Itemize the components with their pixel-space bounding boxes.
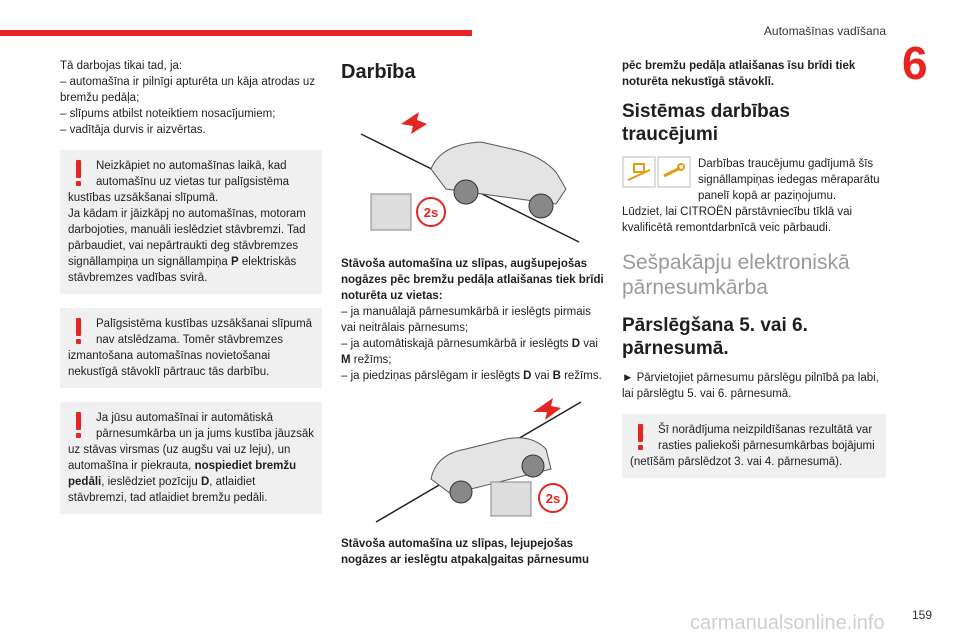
chapter-number: 6 [902, 37, 928, 89]
warning-box [60, 150, 322, 294]
list-item: vai [531, 370, 550, 382]
warning-box [60, 308, 322, 388]
condition-item: – vadītāja durvis ir aizvērtas. [60, 124, 206, 136]
list-item: – ja automātiskajā pārnesumkārbā ir ieslēgts [341, 338, 569, 350]
list-item: režīms; [350, 354, 392, 366]
section-title: Automašīnas vadīšana [763, 24, 886, 38]
emphasis: nospiediet bremžu pedāli [68, 460, 297, 488]
warning-text: Ja jūsu automašīnai ir automātiskā pārnesumkārba un ja jums kustība jāuzsāk uz stāvas virsmas (uz augšu vai uz leju), un automašīna ir piekrauta, [68, 412, 314, 472]
list-item: režīms. [560, 370, 602, 382]
watermark: carmanualsonline.info [690, 612, 885, 634]
list-item: vai [580, 338, 598, 350]
intro-text: Tā darbojas tikai tad, ja: [60, 60, 183, 72]
caption-continuation: pēc bremžu pedāļa atlaišanas īsu brīdi tiek noturēta nekustīgā stāvoklī. [622, 60, 856, 88]
condition-item: – automašīna ir pilnīgi apturēta un kāja atrodas uz bremžu pedāļa; [60, 76, 316, 104]
warning-text: Ja kādam ir jāizkāpj no automašīnas, motoram darbojoties, manuāli ieslēdziet stāvbremzi. Tad pārbaudiet, vai nepārtraukti deg stāvbremzes signāllampiņa un signāllampiņa [68, 208, 306, 268]
subsection-heading: Pārslēgšana 5. vai 6. pārnesumā. [622, 315, 808, 359]
condition-item: – slīpums atbilst noteiktiem nosacījumiem; [60, 108, 276, 120]
warning-icon [68, 316, 90, 346]
warning-text: , ieslēdziet pozīciju [101, 476, 198, 488]
figure-caption: Stāvoša automašīna uz slīpas, lejupejošas nogāzes ar ieslēgtu atpakaļgaitas pārnesumu [341, 538, 589, 566]
column-1 [60, 58, 322, 514]
uphill-car-illustration [341, 94, 591, 244]
column-2 [341, 58, 605, 568]
column-3 [622, 58, 886, 478]
warning-icon [68, 158, 90, 188]
warning-box [622, 414, 886, 478]
emphasis: D [197, 476, 210, 488]
downhill-car-illustration [341, 394, 591, 524]
list-item: – ja piedziņas pārslēgam ir ieslēgts [341, 370, 520, 382]
fault-block [622, 156, 886, 236]
list-item: – ja manuālajā pārnesumkārbā ir ieslēgts pirmais vai neitrālais pārnesums; [341, 306, 591, 334]
section-heading: Darbība [341, 61, 416, 83]
warning-icon [630, 422, 652, 452]
warning-box [60, 402, 322, 514]
fig-label: 2s [545, 491, 561, 506]
warning-text: elektriskās stāvbremzes vadības svirā. [68, 256, 297, 284]
warning-icon [68, 410, 90, 440]
emphasis: M [341, 354, 351, 366]
fig-label: 2s [423, 205, 439, 220]
figure-caption: Stāvoša automašīna uz slīpas, augšupejošas nogāzes pēc bremžu pedāļa atlaišanas tiek brīdi noturēta uz vietas: [341, 258, 604, 302]
header-accent-bar [0, 30, 472, 36]
section-heading: Sistēmas darbības traucējumi [622, 101, 790, 145]
page-number: 159 [911, 608, 932, 622]
warning-lamp-icons [622, 156, 692, 193]
emphasis: D [568, 338, 581, 350]
warning-text: Neizkāpiet no automašīnas laikā, kad automašīnu uz vietas tur palīgsistēma kustības uzsākšanai slīpumā. [68, 160, 290, 204]
emphasis: D [519, 370, 532, 382]
indicator-letter: P [231, 256, 239, 268]
fault-text: Lūdziet, lai CITROËN pārstāvniecību tīklā vai kvalificētā remontdarbnīcā veic pārbaudi. [622, 206, 853, 234]
warning-text: Šī norādījuma neizpildīšanas rezultātā var rasties paliekoši pārnesumkārbas bojājumi (netīšām pārslēdzot 3. vai 4. pārnesumā). [630, 424, 875, 468]
warning-text: , atlaidiet stāvbremzi, tad atlaidiet bremžu pedāli. [68, 476, 268, 504]
step-text: ► Pārvietojiet pārnesumu pārslēgu pilnībā pa labi, lai pārslēgtu 5. vai 6. pārnesumā. [622, 372, 879, 400]
warning-text: Palīgsistēma kustības uzsākšanai slīpumā nav atslēdzama. Tomēr stāvbremzes izmantošana automašīnas novietošanai nekustīgā stāvoklī pārtrauc tās darbību. [68, 318, 313, 378]
section-heading: Sešpakāpju elektroniskā pārnesumkārba [622, 251, 850, 299]
emphasis: B [549, 370, 561, 382]
fault-text: Darbības traucējumu gadījumā šīs signāllampiņas iedegas mēraparātu panelī kopā ar paziņojumu. [698, 158, 880, 202]
